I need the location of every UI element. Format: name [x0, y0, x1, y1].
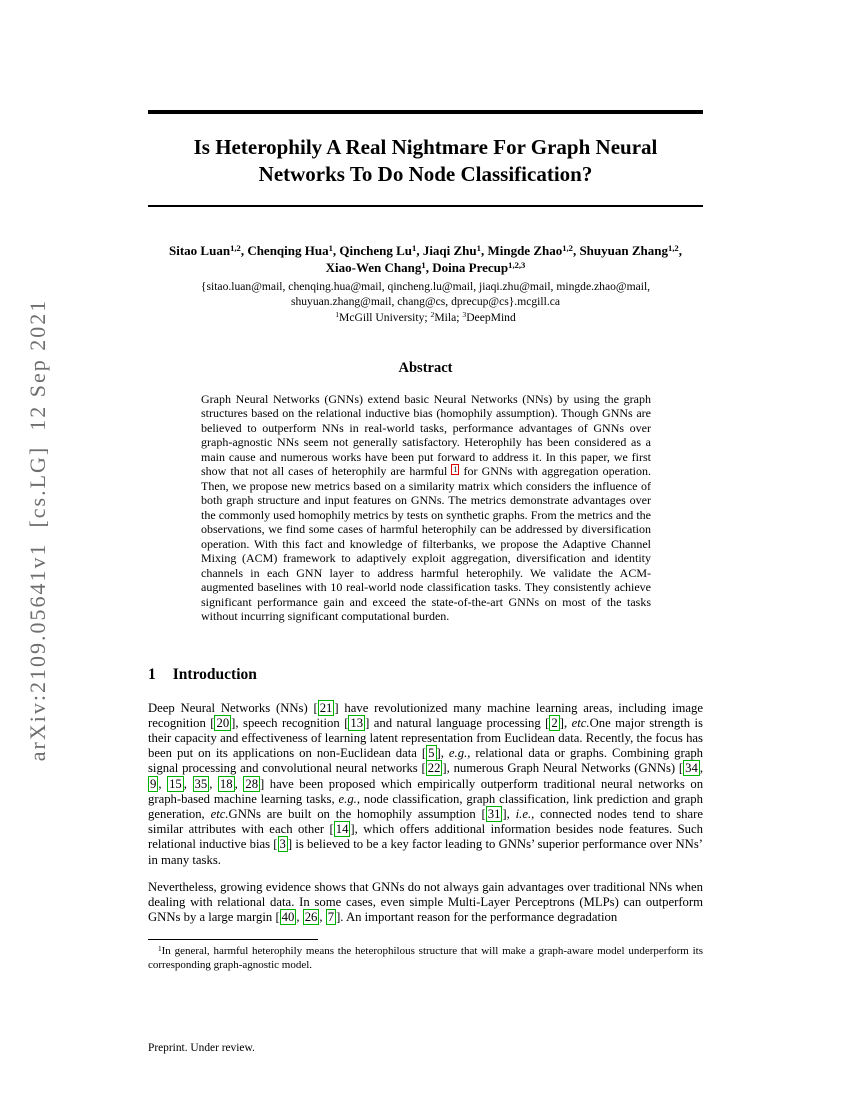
superscript-marker: 1 — [421, 260, 426, 271]
author-line-1: Sitao Luan$^{1,2}$, Chenqing Hua$^1$, Qincheng Lu$^1$, Jiaqi Zhu$^1$, Mingde Zhao$^{1,2}$, Shuyuan Zhang$^{1,2}$, — [169, 243, 682, 259]
italic-text: e.g., — [448, 746, 471, 761]
italic-text: e.g., — [338, 791, 361, 806]
citation-link[interactable]: 15 — [169, 776, 182, 791]
section-heading-introduction — [148, 666, 703, 684]
italic-text: etc. — [210, 807, 229, 821]
section-title: Introduction — [172, 665, 257, 683]
italic-text: i.e., — [515, 807, 535, 821]
intro-paragraph-1: Deep Neural Networks (NNs) [ 21 ] have revolutionized many machine learning areas, including image recognition [ 20 ], speech recognition [ 13 ] and natural language processing [ 2 ], etc.One major strength is their capacity and effectiveness of learning latent representation from Euclidean data. Recently, the focus has been put on its applications on non-Euclidean data [ 5 ], e.g., relational data or graphs. Combining graph signal processing and convolutional neural networks [ 22 ], numerous Graph Neural Networks (GNNs) [ 34 , 9 , 15 , 35 , 18 , 28 ] have been proposed which empirically outperform traditional neural networks on graph-based machine learning tasks, e.g., node classification, graph classification, link prediction and graph generation, etc.GNNs are built on the homophily assumption [ 31 ], i.e., connected nodes tend to share similar attributes with each other [ 14 ], which offers additional information besides node features. Such relational inductive bias [ 3 ] is believed to be a key factor leading to GNNs’ superior performance over NNs’ in many tasks. — [148, 700, 704, 867]
superscript-marker: 2 — [430, 310, 435, 320]
citation-link[interactable]: 7 — [327, 910, 335, 925]
abstract-heading: Abstract — [398, 359, 453, 376]
superscript-marker: 1,2 — [562, 243, 573, 254]
superscript-marker: 1 — [158, 945, 162, 954]
citation-link[interactable]: 20 — [216, 715, 230, 730]
superscript-marker: 1,2 — [230, 243, 241, 254]
citation-link[interactable]: 35 — [194, 776, 208, 791]
email-line-1: {sitao.luan@mail, chenqing.hua@mail, qincheng.lu@mail, jiaqi.zhu@mail, mingde.zhao@mail, — [200, 280, 651, 294]
author-emails — [148, 280, 703, 310]
author-list — [148, 243, 703, 277]
footnote-text: $^1$In general, harmful heterophily means the heterophilous structure that will make a graph-aware model underperform its corresponding graph-agnostic model. — [148, 945, 703, 971]
italic-text: etc. — [571, 715, 590, 730]
abstract-text: Graph Neural Networks (GNNs) extend basic Neural Networks (NNs) by using the graph structures based on the relational inductive bias (homophily assumption). Though GNNs are believed to outperform NNs in real-world tasks, performance advantages of GNNs over graph-agnostic NNs seem not generally satisfactory. Heterophily has been considered as a main cause and numerous works have been put forward to address it. In this paper, we first show that not all cases of heterophily are harmful $^1$ for GNNs with aggregation operation. Then, we propose new metrics based on a similarity matrix which considers the influence of both graph structure and input features on GNNs. The metrics demonstrate advantages over the commonly used homophily metrics by tests on synthetic graphs. From the metrics and the observations, we find some cases of harmful heterophily can be addressed by diversification operation. With this fact and knowledge of filterbanks, we propose the Adaptive Channel Mixing (ACM) framework to adaptively exploit aggregation, diversification and identity channels in each GNN layer to address harmful heterophily. We validate the ACM-augmented baselines with 10 real-world node classification tasks. They consistently achieve significant performance gain and exceed the state-of-the-art GNNs on most of the tasks without incurring significant computational burden. — [201, 391, 651, 624]
superscript-marker: 3 — [462, 310, 467, 320]
citation-link[interactable]: 14 — [335, 822, 349, 837]
citation-link[interactable]: 13 — [350, 715, 364, 730]
footnote-block — [148, 939, 703, 971]
citation-link[interactable]: 9 — [150, 776, 157, 791]
citation-link[interactable]: 3 — [279, 837, 286, 852]
section-number: 1 — [148, 665, 156, 683]
intro-paragraph-2: Nevertheless, growing evidence shows that GNNs do not always gain advantages over traditional NNs when dealing with relational data. In some cases, even simple Multi-Layer Perceptrons (MLPs) can outperform GNNs by a large margin [ 40 , 26 , 7 ]. An important reason for the performance degradation — [148, 879, 703, 925]
superscript-marker: 1 — [412, 243, 417, 254]
paper-title: Is Heterophily A Real Nightmare For Graph Neural Networks To Do Node Classification? — [193, 135, 658, 186]
footnote-ref[interactable] — [451, 465, 459, 474]
footnote-ref-link[interactable]: 1 — [453, 464, 458, 474]
citation-link[interactable]: 26 — [304, 910, 318, 925]
author-line-2: Xiao-Wen Chang$^1$, Doina Precup$^{1,2,3}$ — [325, 260, 526, 276]
superscript-marker: 1 — [328, 243, 333, 254]
preprint-notice: Preprint. Under review. — [148, 1042, 255, 1054]
superscript-marker: 1,2,3 — [508, 260, 526, 271]
title-rule-top — [148, 110, 703, 114]
citation-link[interactable]: 5 — [428, 746, 435, 761]
paper-content — [148, 0, 703, 972]
citation-link[interactable]: 31 — [487, 807, 501, 821]
title-rule-bottom — [148, 205, 703, 207]
citation-link[interactable]: 2 — [551, 715, 558, 730]
superscript-marker: 1 — [476, 243, 481, 254]
email-line-2: shuyuan.zhang@mail, chang@cs, dprecup@cs}.mcgill.ca — [290, 294, 561, 308]
citation-link[interactable]: 22 — [427, 761, 441, 776]
citation-link[interactable]: 18 — [219, 776, 233, 791]
citation-link[interactable]: 21 — [319, 700, 333, 715]
footnote-rule — [148, 939, 318, 940]
citation-link[interactable]: 40 — [281, 910, 295, 925]
affiliations: $^1$McGill University; $^2$Mila; $^3$DeepMind — [335, 310, 516, 324]
superscript-marker: 1 — [335, 310, 340, 320]
citation-link[interactable]: 28 — [245, 776, 259, 791]
superscript-marker: 1,2 — [667, 243, 679, 254]
arxiv-watermark: arXiv:2109.05641v1 [cs.LG] 12 Sep 2021 — [25, 298, 50, 762]
citation-link[interactable]: 34 — [685, 761, 698, 776]
